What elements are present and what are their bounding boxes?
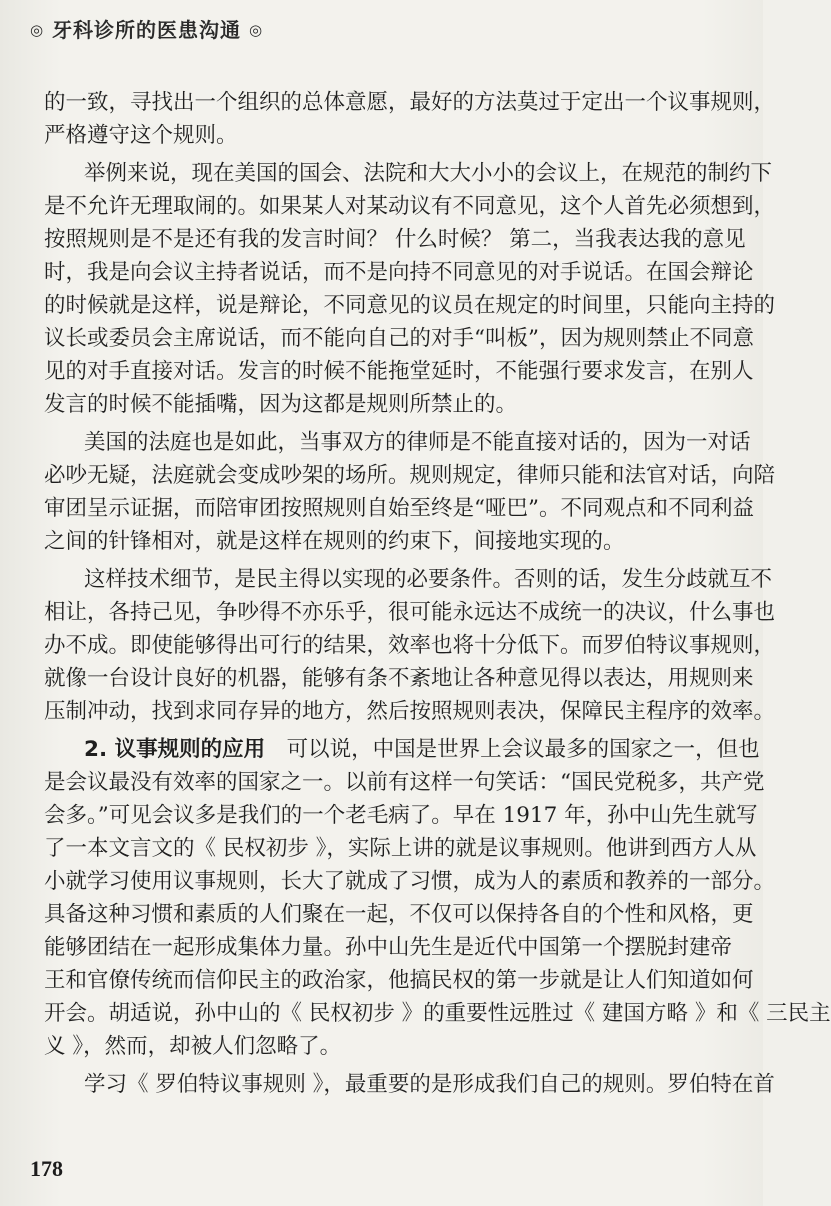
text-line: 见的对手直接对话。发言的时候不能拖堂延时，不能强行要求发言，在别人 (44, 359, 754, 384)
text-line-rest: 可以说，中国是世界上会议最多的国家之一，但也 (286, 737, 760, 762)
text-line: 美国的法庭也是如此，当事双方的律师是不能直接对话的，因为一对话 (84, 430, 751, 455)
body-text (44, 86, 831, 1101)
text-line: 小就学习使用议事规则，长大了就成了习惯，成为人的素质和教养的一部分。 (44, 869, 776, 894)
text-line: 相让，各持己见，争吵得不亦乐乎，很可能永远达不成统一的决议，什么事也 (44, 600, 776, 625)
text-line: 义 》，然而，却被人们忽略了。 (44, 1034, 342, 1059)
text-line: 会多。”可见会议多是我们的一个老毛病了。早在 1917 年，孙中山先生就写 (44, 803, 758, 828)
section-heading: 2. 议事规则的应用 (84, 737, 266, 762)
page-number: 178 (30, 1156, 63, 1181)
text-line: 必吵无疑，法庭就会变成吵架的场所。规则规定，律师只能和法官对话，向陪 (44, 463, 776, 488)
text-line: 的一致，寻找出一个组织的总体意愿，最好的方法莫过于定出一个议事规则， (44, 90, 776, 115)
ornament-right-icon: ◎ (249, 21, 264, 39)
text-line: 是会议最没有效率的国家之一。以前有这样一句笑话：“国民党税多，共产党 (44, 770, 765, 795)
text-line: 发言的时候不能插嘴，因为这都是规则所禁止的。 (44, 392, 518, 417)
running-head (30, 14, 263, 43)
text-line: 之间的针锋相对，就是这样在规则的约束下，间接地实现的。 (44, 529, 625, 554)
running-head-title: 牙科诊所的医患沟通 (52, 18, 242, 42)
section-heading-line (44, 733, 760, 766)
text-line: 压制冲动，找到求同存异的地方，然后按照规则表决，保障民主程序的效率。 (44, 699, 776, 724)
text-line: 按照规则是不是还有我的发言时间？ 什么时候？ 第二，当我表达我的意见 (44, 227, 746, 252)
text-line: 举例来说，现在美国的国会、法院和大大小小的会议上，在规范的制约下 (84, 161, 773, 186)
text-line: 的时候就是这样，说是辩论，不同意见的议员在规定的时间里，只能向主持的 (44, 293, 776, 318)
text-line: 严格遵守这个规则。 (44, 123, 238, 148)
text-line: 王和官僚传统而信仰民主的政治家，他搞民权的第一步就是让人们知道如何 (44, 968, 754, 993)
text-line: 就像一台设计良好的机器，能够有条不紊地让各种意见得以表达，用规则来 (44, 666, 754, 691)
text-line: 这样技术细节，是民主得以实现的必要条件。否则的话，发生分歧就互不 (84, 567, 773, 592)
text-line: 议长或委员会主席说话，而不能向自己的对手“叫板”，因为规则禁止不同意 (44, 326, 754, 351)
ornament-left-icon: ◎ (30, 21, 45, 39)
text-line: 是不允许无理取闹的。如果某人对某动议有不同意见，这个人首先必须想到， (44, 194, 776, 219)
text-line: 时，我是向会议主持者说话，而不是向持不同意见的对手说话。在国会辩论 (44, 260, 754, 285)
text-line: 学习《 罗伯特议事规则 》，最重要的是形成我们自己的规则。罗伯特在首 (84, 1072, 775, 1097)
text-line: 办不成。即使能够得出可行的结果，效率也将十分低下。而罗伯特议事规则， (44, 633, 776, 658)
text-line: 能够团结在一起形成集体力量。孙中山先生是近代中国第一个摆脱封建帝 (44, 935, 733, 960)
text-line: 审团呈示证据，而陪审团按照规则自始至终是“哑巴”。不同观点和不同利益 (44, 496, 754, 521)
text-line: 开会。胡适说，孙中山的《 民权初步 》的重要性远胜过《 建国方略 》和《 三民主 (44, 1001, 831, 1026)
text-line: 具备这种习惯和素质的人们聚在一起，不仅可以保持各自的个性和风格，更 (44, 902, 754, 927)
text-line: 了一本文言文的《 民权初步 》，实际上讲的就是议事规则。他讲到西方人从 (44, 836, 757, 861)
